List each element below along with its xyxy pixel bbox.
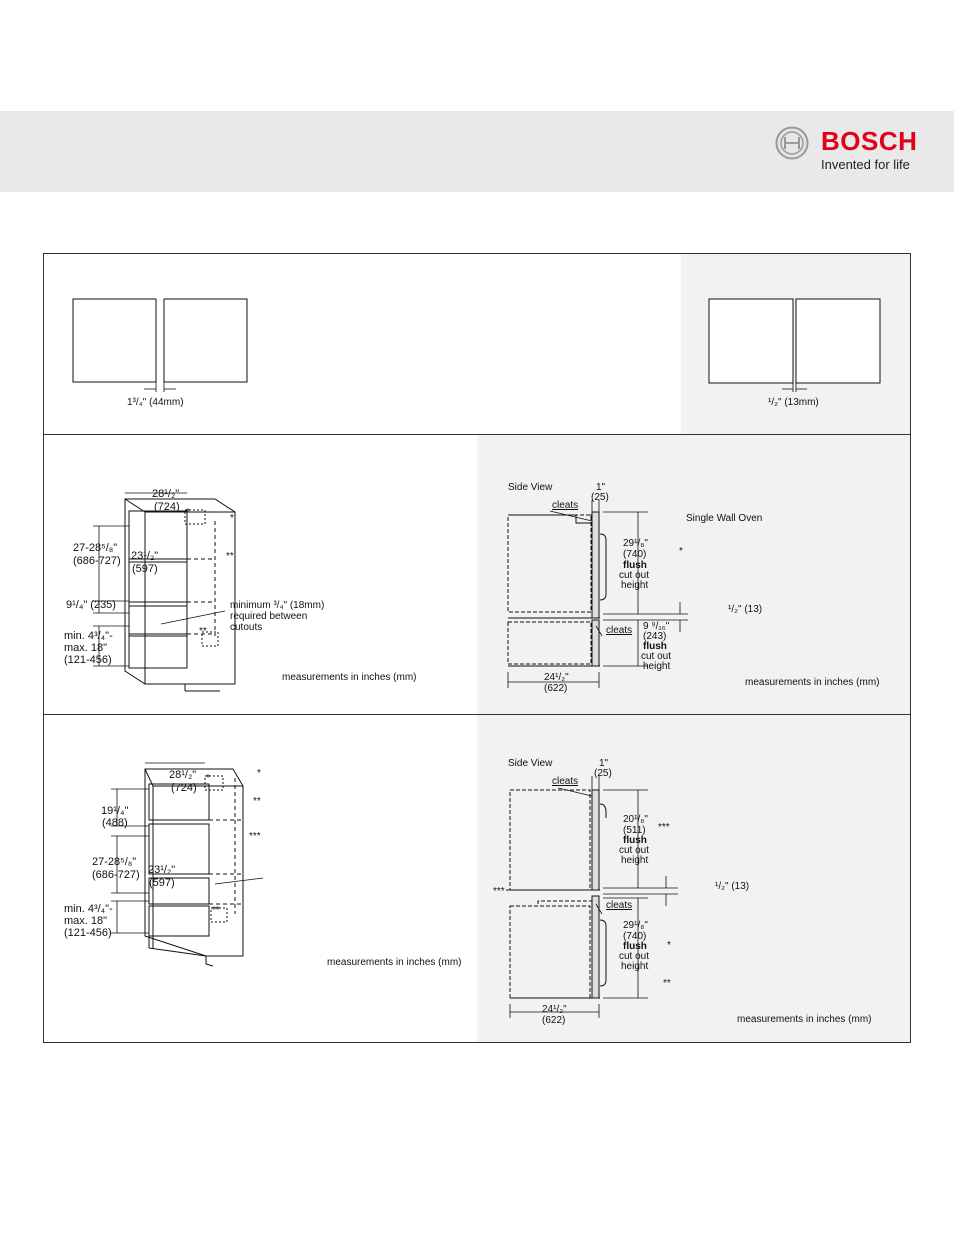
- side-view2-upper-height-mm: (511): [623, 825, 646, 836]
- cutout-height-mm: (686-727): [73, 555, 121, 567]
- measurements-note-3: measurements in inches (mm): [327, 957, 462, 968]
- cleats-top-label: cleats: [552, 500, 579, 511]
- cabinet2-width: 28¹/₂": [169, 769, 197, 781]
- side-view2-title: Side View: [508, 758, 553, 769]
- side-view2-cleats-bottom: cleats: [606, 900, 633, 911]
- cabinet2-bottom-range-mm: (121-456): [64, 927, 112, 939]
- measurements-note-1: measurements in inches (mm): [282, 672, 417, 683]
- header-banner: [0, 111, 954, 192]
- separation-dim: 9¹/₄" (235): [66, 599, 116, 611]
- side-view2-lower-cutout-2: height: [621, 961, 649, 972]
- cabinet2-inner-width: 23¹/₂": [148, 864, 176, 876]
- bosch-armature-icon: [775, 126, 809, 160]
- cabinet2-star-4: **: [212, 905, 220, 916]
- oven-star: *: [679, 546, 683, 557]
- cabinet2-cutout-height-mm: (686-727): [92, 869, 140, 881]
- cabinet2-inner-width-mm: (597): [149, 877, 175, 889]
- side-view-single: [478, 436, 908, 712]
- side-view2-lower-star-1: *: [667, 940, 671, 951]
- side-by-side-diagram-left: [60, 290, 260, 395]
- lower-cutout-2: height: [643, 661, 671, 672]
- note-line-1: minimum ³/₄" (18mm): [230, 600, 325, 611]
- cabinet2-star-5: *: [206, 773, 210, 784]
- cabinet-width: 28¹/₂": [152, 488, 180, 500]
- cutout-label-1: cut out: [619, 570, 650, 581]
- cabinet2-bottom-range-2: max. 18": [64, 915, 108, 927]
- cabinet2-star-2: **: [253, 796, 261, 807]
- side-view2-depth: 24¹/₂": [542, 1004, 567, 1015]
- side-view2-lower-star-2: **: [663, 978, 671, 989]
- lower-height-mm: (243): [643, 631, 667, 642]
- measurements-note-2: measurements in inches (mm): [745, 677, 880, 688]
- note-line-3: cutouts: [230, 622, 263, 633]
- divider-2: [43, 714, 911, 715]
- flush-label: flush: [623, 560, 647, 571]
- side-view2-upper-cutout-2: height: [621, 855, 649, 866]
- lower-height: 9 ⁹/₁₆": [643, 621, 670, 632]
- cabinet2-width-mm: (724): [171, 782, 197, 794]
- depth-dim: 24¹/₂": [544, 672, 569, 683]
- inner-width: 23¹/₂": [131, 550, 159, 562]
- upper-height-mm: (488): [102, 817, 128, 829]
- brand-tagline: Invented for life: [821, 157, 910, 172]
- side-view2-lower-flush: flush: [623, 941, 647, 952]
- divider-1: [43, 434, 911, 435]
- cutout-height: 27-28⁵/₈": [73, 542, 118, 554]
- side-view2-upper-cutout-1: cut out: [619, 845, 650, 856]
- side-view-title: Side View: [508, 482, 553, 493]
- side-view2-cleats-top: cleats: [552, 776, 579, 787]
- brand-name: BOSCH: [821, 126, 918, 156]
- side-view2-upper-flush: flush: [623, 835, 647, 846]
- star-note-3: **: [199, 626, 207, 637]
- left-gap-label: 1³/₄" (44mm): [127, 397, 184, 408]
- cabinet-width-mm: (724): [154, 501, 180, 513]
- star-note-2: **: [226, 551, 234, 562]
- cabinet2-star-3: ***: [249, 831, 261, 842]
- side-view2-top-dim-mm: (25): [594, 768, 612, 779]
- side-view2-upper-height: 20¹/₈": [623, 814, 648, 825]
- star-note-4: *: [186, 507, 190, 518]
- cabinet2-bottom-range-1: min. 4³/₄"-: [64, 903, 113, 915]
- oven-height-mm: (740): [623, 549, 647, 560]
- top-dim: 1": [596, 482, 606, 493]
- oven-height: 29¹/₈": [623, 538, 648, 549]
- depth-dim-mm: (622): [544, 683, 568, 694]
- side-view2-lower-cutout-1: cut out: [619, 951, 650, 962]
- cabinet-diagram-single: [45, 436, 475, 712]
- right-gap-label: ¹/₂" (13mm): [768, 397, 819, 408]
- side-view2-top-dim: 1": [599, 758, 609, 769]
- side-view2-lower-height-mm: (740): [623, 931, 647, 942]
- side-by-side-diagram-right: [700, 290, 890, 395]
- measurements-note-4: measurements in inches (mm): [737, 1014, 872, 1025]
- note-line-2: required between: [230, 611, 308, 622]
- lower-cutout-1: cut out: [641, 651, 672, 662]
- cabinet2-cutout-height: 27-28⁵/₈": [92, 856, 137, 868]
- cleats-bottom-label: cleats: [606, 625, 633, 636]
- gap-label: ¹/₂" (13): [728, 604, 763, 615]
- product-label: Single Wall Oven: [686, 513, 763, 524]
- side-view2-gap: ¹/₂" (13): [715, 881, 750, 892]
- bottom-range-2: max. 18": [64, 642, 108, 654]
- inner-width-mm: (597): [132, 563, 158, 575]
- side-view2-lower-height: 29¹/₈": [623, 920, 648, 931]
- cabinet2-star-1: *: [257, 768, 261, 779]
- star-note-1: *: [230, 513, 234, 524]
- upper-height: 19¹/₄": [101, 805, 129, 817]
- lower-flush-label: flush: [643, 641, 667, 652]
- cutout-label-2: height: [621, 580, 649, 591]
- bottom-range-mm: (121-456): [64, 654, 112, 666]
- top-dim-mm: (25): [591, 492, 609, 503]
- side-view2-left-star: ***: [493, 886, 505, 897]
- side-view2-depth-mm: (622): [542, 1015, 566, 1026]
- side-view2-upper-star: ***: [658, 822, 670, 833]
- bottom-range-1: min. 4³/₄"-: [64, 630, 113, 642]
